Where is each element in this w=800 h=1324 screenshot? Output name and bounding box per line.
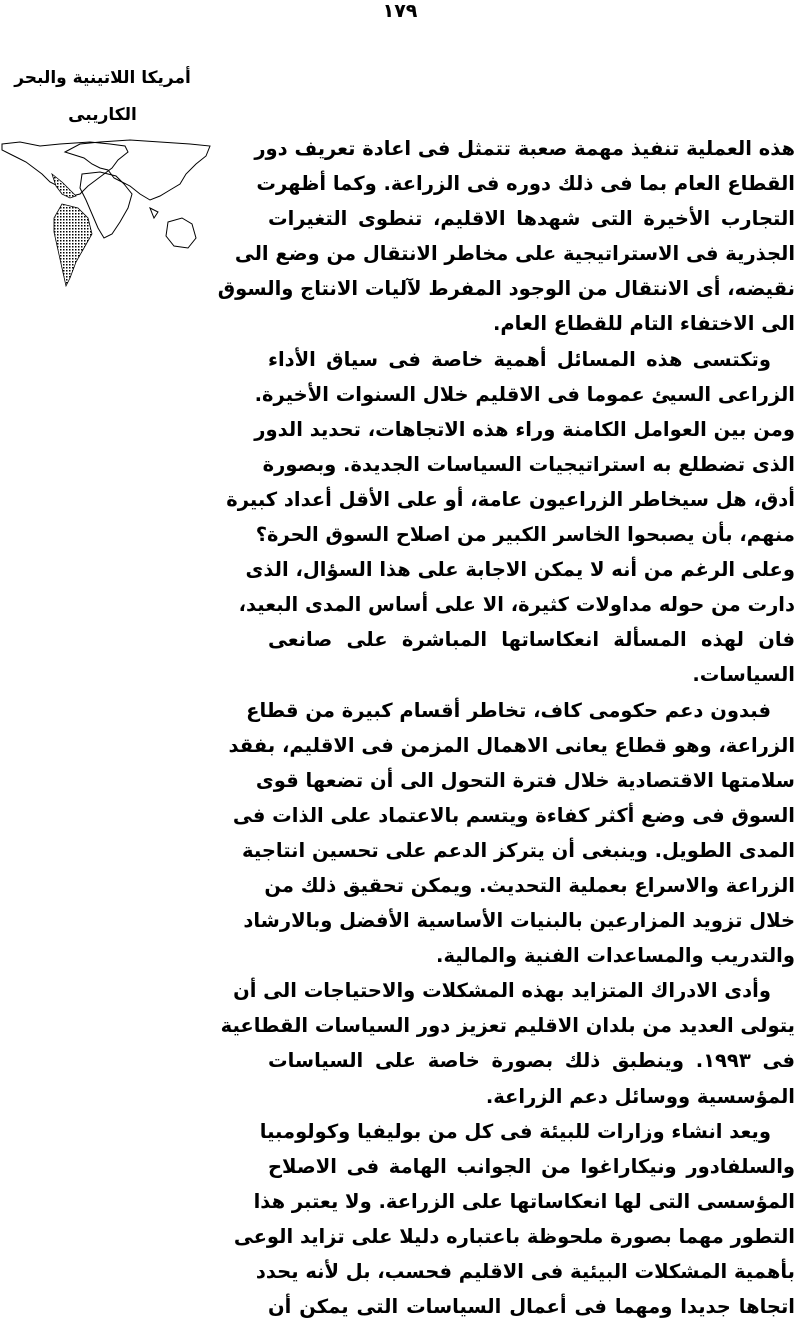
text-line: السوق فى وضع أكثر كفاءة ويتسم بالاعتماد على الذات فى xyxy=(232,803,795,827)
section-subtitle: الكاريبى xyxy=(68,105,137,125)
text-line: نقيضه، أى الانتقال من الوجود المفرط لآليات الانتاج والسوق xyxy=(217,277,795,301)
latin-america-region xyxy=(52,174,92,286)
text-line: دارت من حوله مداولات كثيرة، الا على أساس المدى البعيد، xyxy=(238,593,795,617)
text-line: المؤسسية ووسائل دعم الزراعة. xyxy=(485,1084,795,1108)
text-line: فى ١٩٩٣. وينطبق ذلك بصورة خاصة على السياسات xyxy=(268,1049,795,1073)
text-line: ومن بين العوامل الكامنة وراء هذه الاتجاهات، تحديد الدور xyxy=(254,417,795,441)
text-line: الزراعى السيئ عموما فى الاقليم خلال السنوات الأخيرة. xyxy=(254,382,795,406)
text-line: التطور مهما بصورة ملحوظة باعتباره دليلا على تزايد الوعى xyxy=(233,1224,795,1248)
text-line: منهم، بأن يصبحوا الخاسر الكبير من اصلاح السوق الحرة؟ xyxy=(255,523,795,547)
text-line: التجارب الأخيرة التى شهدها الاقليم، تنطوى التغيرات xyxy=(268,207,795,231)
text-line: يتولى العديد من بلدان الاقليم تعزيز دور السياسات القطاعية xyxy=(220,1014,795,1038)
text-line: الذى تضطلع به استراتيجيات السياسات الجديدة. وبصورة xyxy=(262,452,795,476)
world-map-icon xyxy=(0,138,212,288)
text-line: الزراعة والاسراع بعملية التحديث. ويمكن تحقيق ذلك من xyxy=(264,873,795,897)
text-line: الجذرية فى الاستراتيجية على مخاطر الانتقال من وضع الى xyxy=(234,242,795,266)
section-title: أمريكا اللاتينية والبحر xyxy=(14,68,191,88)
body-text xyxy=(217,131,795,1324)
text-line: السياسات. xyxy=(692,663,795,687)
text-line: والتدريب والمساعدات الفنية والمالية. xyxy=(436,944,795,968)
text-line: المدى الطويل. وينبغى أن يتركز الدعم على تحسين انتاجية xyxy=(242,838,795,862)
text-line: فان لهذه المسألة انعكاساتها المباشرة على صانعى xyxy=(268,628,795,652)
text-line: الى الاختفاء التام للقطاع العام. xyxy=(492,312,795,336)
text-line: أدق، هل سيخاطر الزراعيون عامة، أو على الأقل أعداد كبيرة xyxy=(226,487,795,511)
text-line: المؤسسى التى لها انعكاساتها على الزراعة. ولا يعتبر هذا xyxy=(253,1189,795,1213)
text-line: ويعد انشاء وزارات للبيئة فى كل من بوليفيا وكولومبيا xyxy=(259,1119,771,1143)
text-line: سلامتها الاقتصادية خلال فترة التحول الى أن تضعها قوى xyxy=(255,768,795,792)
text-line: وتكتسى هذه المسائل أهمية خاصة فى سياق الأداء xyxy=(268,347,771,371)
text-line: وأدى الادراك المتزايد بهذه المشكلات والاحتياجات الى أن xyxy=(233,979,771,1003)
text-line: فبدون دعم حكومى كاف، تخاطر أقسام كبيرة من قطاع xyxy=(246,698,771,722)
text-line: القطاع العام بما فى ذلك دوره فى الزراعة. وكما أظهرت xyxy=(256,172,795,196)
text-line: هذه العملية تنفيذ مهمة صعبة تتمثل فى اعادة تعريف دور xyxy=(254,137,795,160)
text-line: بأهمية المشكلات البيئية فى الاقليم فحسب، بل لأنه يحدد xyxy=(255,1260,795,1283)
text-line: وعلى الرغم من أنه لا يمكن الاجابة على هذا السؤال، الذى xyxy=(245,558,795,582)
text-line: اتجاها جديدا ومهما فى أعمال السياسات التى يمكن أن xyxy=(268,1295,795,1319)
page-number: ١٧٩ xyxy=(382,0,418,22)
text-line: خلال تزويد المزارعين بالبنيات الأساسية الأفضل وبالارشاد xyxy=(243,909,795,933)
text-line: الزراعة، وهو قطاع يعانى الاهمال المزمن فى الاقليم، بفقد xyxy=(228,733,795,757)
text-line: والسلفادور ونيكاراغوا من الجوانب الهامة فى الاصلاح xyxy=(268,1154,795,1178)
